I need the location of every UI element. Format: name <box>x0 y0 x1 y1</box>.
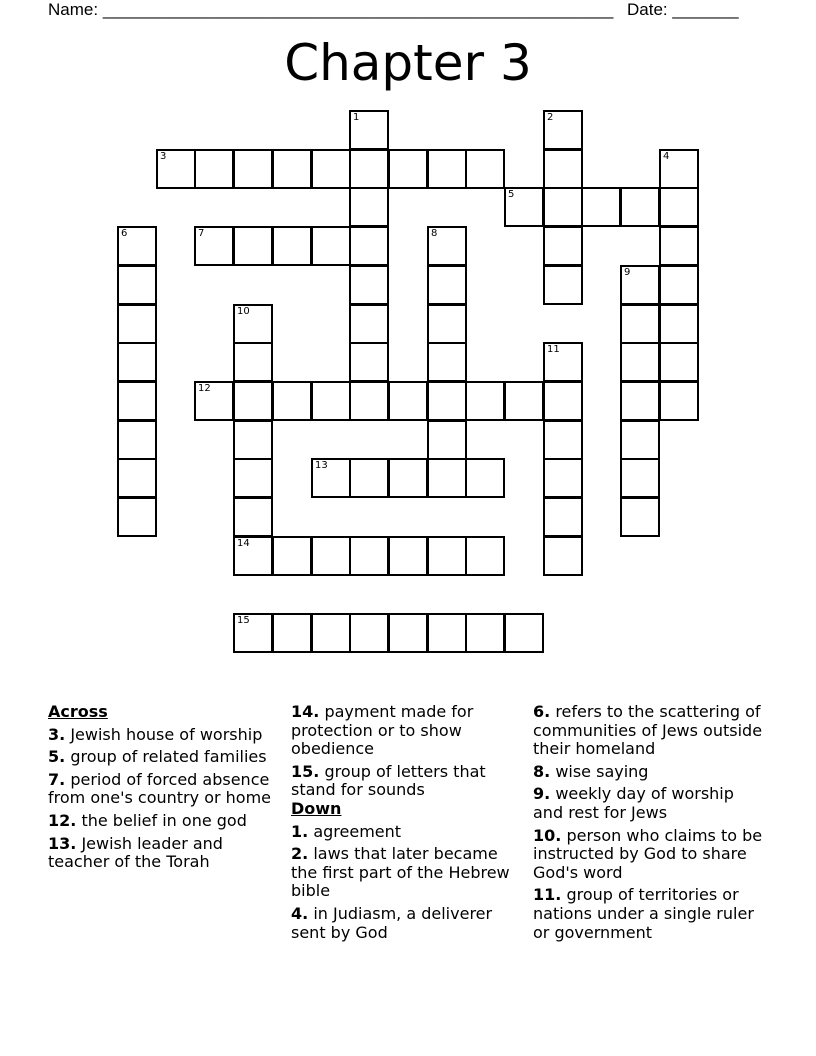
grid-cell[interactable] <box>349 226 389 266</box>
down-clue: 9. weekly day of worship and rest for Jews <box>533 784 734 822</box>
clue-column-2 <box>291 703 527 942</box>
grid-cell[interactable] <box>388 536 428 576</box>
grid-cell[interactable] <box>233 149 273 189</box>
grid-cell[interactable] <box>311 149 351 189</box>
grid-cell[interactable] <box>349 458 389 498</box>
clue-column-3 <box>533 703 769 942</box>
clue-number: 6 <box>121 228 128 239</box>
across-clue: 13. Jewish leader and teacher of the Torah <box>48 833 223 872</box>
across-clue: 15. group of letters that stand for sounds <box>291 761 486 800</box>
grid-cell-4[interactable] <box>659 149 699 189</box>
grid-cell[interactable] <box>233 226 273 266</box>
grid-cell[interactable] <box>349 613 389 653</box>
down-clue: 11. group of territories or nations under a single ruler or government <box>533 885 754 942</box>
grid-cell[interactable] <box>620 381 660 421</box>
grid-cell[interactable] <box>659 226 699 266</box>
name-blank[interactable]: ______________________________________________________ <box>102 0 614 19</box>
grid-cell-7[interactable] <box>194 226 234 266</box>
page-title: Chapter 3 <box>284 34 532 92</box>
grid-cell[interactable] <box>659 381 699 421</box>
grid-cell-6[interactable] <box>117 226 157 266</box>
across-heading: Across <box>48 702 108 721</box>
clue-number: 10 <box>237 306 250 317</box>
grid-cell[interactable] <box>117 342 157 382</box>
grid-cell-5[interactable] <box>504 187 544 227</box>
across-clue: 3. Jewish house of worship <box>48 724 263 744</box>
grid-cell[interactable] <box>465 536 505 576</box>
grid-cell[interactable] <box>311 613 351 653</box>
grid-cell[interactable] <box>620 497 660 537</box>
grid-cell[interactable] <box>194 149 234 189</box>
grid-cell[interactable] <box>659 304 699 344</box>
clue-number: 12 <box>198 383 211 394</box>
down-clue: 6. refers to the scattering of communities of Jews outside their homeland <box>533 702 763 759</box>
clue-number: 7 <box>198 228 205 239</box>
grid-cell[interactable] <box>272 613 312 653</box>
name-label: Name: <box>48 0 99 19</box>
down-heading: Down <box>291 798 342 818</box>
grid-cell[interactable] <box>620 458 660 498</box>
grid-cell[interactable] <box>233 381 273 421</box>
grid-cell[interactable] <box>543 381 583 421</box>
grid-cell[interactable] <box>427 420 467 460</box>
grid-cell[interactable] <box>311 226 351 266</box>
clue-number: 5 <box>508 189 515 200</box>
clue-number: 4 <box>663 151 670 162</box>
grid-cell[interactable] <box>272 381 312 421</box>
grid-cell[interactable] <box>465 149 505 189</box>
grid-cell[interactable] <box>427 613 467 653</box>
grid-cell[interactable] <box>427 536 467 576</box>
grid-cell[interactable] <box>427 304 467 344</box>
across-clue: 5. group of related families <box>48 747 267 767</box>
grid-cell[interactable] <box>388 149 428 189</box>
grid-cell[interactable] <box>349 304 389 344</box>
grid-cell[interactable] <box>620 420 660 460</box>
grid-cell[interactable] <box>272 149 312 189</box>
grid-cell[interactable] <box>349 536 389 576</box>
across-clue: 12. the belief in one god <box>48 810 247 830</box>
down-clue: 1. agreement <box>291 821 402 841</box>
grid-cell[interactable] <box>504 613 544 653</box>
clue-number: 2 <box>547 112 554 123</box>
grid-cell[interactable] <box>117 458 157 498</box>
grid-cell[interactable] <box>543 536 583 576</box>
clue-number: 15 <box>237 615 250 626</box>
grid-cell[interactable] <box>465 458 505 498</box>
grid-cell[interactable] <box>427 149 467 189</box>
grid-cell-14[interactable] <box>233 536 273 576</box>
grid-cell[interactable] <box>581 187 621 227</box>
grid-cell[interactable] <box>543 226 583 266</box>
grid-cell[interactable] <box>427 381 467 421</box>
grid-cell[interactable] <box>659 342 699 382</box>
grid-cell[interactable] <box>543 149 583 189</box>
grid-cell[interactable] <box>117 497 157 537</box>
clue-number: 3 <box>160 151 167 162</box>
clue-number: 11 <box>547 344 560 355</box>
grid-cell[interactable] <box>543 458 583 498</box>
grid-cell[interactable] <box>620 304 660 344</box>
date-blank[interactable]: _______ <box>672 0 739 19</box>
grid-cell-13[interactable] <box>311 458 351 498</box>
grid-cell[interactable] <box>504 381 544 421</box>
grid-cell[interactable] <box>427 265 467 305</box>
clue-column-1 <box>48 703 284 872</box>
grid-cell[interactable] <box>117 420 157 460</box>
grid-cell[interactable] <box>427 458 467 498</box>
grid-cell[interactable] <box>543 187 583 227</box>
grid-cell-10[interactable] <box>233 304 273 344</box>
grid-cell[interactable] <box>620 342 660 382</box>
grid-cell-1[interactable] <box>349 110 389 150</box>
grid-cell[interactable] <box>388 381 428 421</box>
grid-cell-11[interactable] <box>543 342 583 382</box>
grid-cell[interactable] <box>349 149 389 189</box>
grid-cell[interactable] <box>388 458 428 498</box>
clue-number: 1 <box>353 112 360 123</box>
grid-cell[interactable] <box>233 420 273 460</box>
grid-cell[interactable] <box>349 342 389 382</box>
down-clue: 4. in Judiasm, a deliverer sent by God <box>291 903 493 942</box>
grid-cell[interactable] <box>659 187 699 227</box>
grid-cell[interactable] <box>272 536 312 576</box>
grid-cell[interactable] <box>543 265 583 305</box>
date-label: Date: <box>627 0 668 19</box>
grid-cell[interactable] <box>349 265 389 305</box>
clue-number: 13 <box>315 460 328 471</box>
grid-cell-8[interactable] <box>427 226 467 266</box>
down-clue: 10. person who claims to be instructed by God to share God's word <box>533 825 763 882</box>
grid-cell[interactable] <box>543 497 583 537</box>
grid-cell[interactable] <box>233 458 273 498</box>
grid-cell[interactable] <box>427 342 467 382</box>
grid-cell-12[interactable] <box>194 381 234 421</box>
across-clue: 7. period of forced absence from one's country or home <box>48 769 271 808</box>
clue-number: 14 <box>237 538 250 549</box>
grid-cell[interactable] <box>465 613 505 653</box>
grid-cell[interactable] <box>117 304 157 344</box>
grid-cell[interactable] <box>349 381 389 421</box>
clue-number: 8 <box>431 228 438 239</box>
down-clue: 8. wise saying <box>533 761 649 781</box>
grid-cell[interactable] <box>388 613 428 653</box>
grid-cell-15[interactable] <box>233 613 273 653</box>
grid-cell[interactable] <box>311 536 351 576</box>
grid-cell-9[interactable] <box>620 265 660 305</box>
grid-cell[interactable] <box>117 265 157 305</box>
clue-number: 9 <box>624 267 631 278</box>
grid-cell[interactable] <box>349 187 389 227</box>
grid-cell[interactable] <box>543 420 583 460</box>
grid-cell[interactable] <box>272 226 312 266</box>
grid-cell[interactable] <box>233 342 273 382</box>
grid-cell-2[interactable] <box>543 110 583 150</box>
grid-cell[interactable] <box>465 381 505 421</box>
down-clue: 2. laws that later became the first part of the Hebrew bible <box>291 844 510 901</box>
across-clue: 14. payment made for protection or to show obedience <box>291 702 474 759</box>
grid-cell[interactable] <box>659 265 699 305</box>
grid-cell-3[interactable] <box>156 149 196 189</box>
grid-cell[interactable] <box>233 497 273 537</box>
grid-cell[interactable] <box>620 187 660 227</box>
grid-cell[interactable] <box>311 381 351 421</box>
grid-cell[interactable] <box>117 381 157 421</box>
